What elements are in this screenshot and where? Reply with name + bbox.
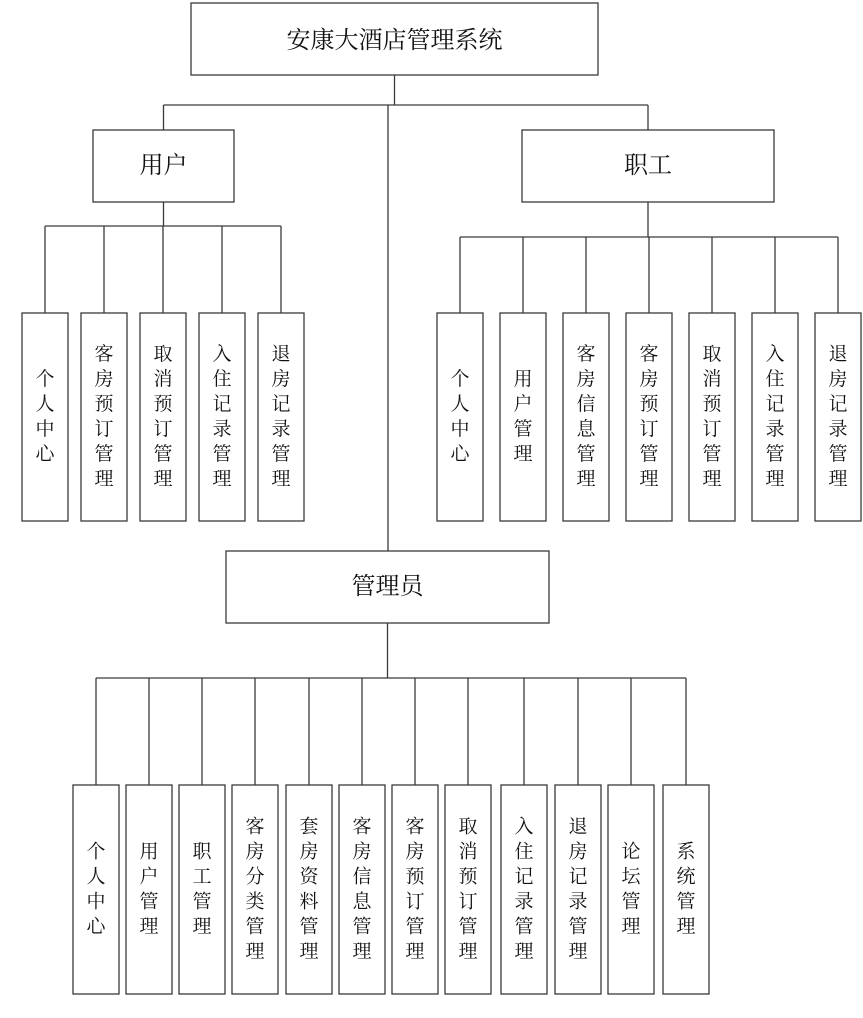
user-node bbox=[93, 130, 234, 202]
admin-leaf-label: 系统管理 bbox=[676, 840, 696, 938]
user-leaf-node bbox=[258, 313, 304, 521]
admin-leaf-label: 客房预订管理 bbox=[405, 815, 425, 963]
user-leaf-node bbox=[140, 313, 186, 521]
admin-leaf-node bbox=[232, 785, 278, 994]
admin-leaf-label: 取消预订管理 bbox=[458, 815, 478, 963]
admin-leaf-label: 论坛管理 bbox=[621, 840, 641, 938]
staff-leaf-label: 用户管理 bbox=[513, 368, 533, 465]
admin-leaf-node bbox=[286, 785, 332, 994]
admin-leaf-label: 套房资料管理 bbox=[299, 815, 319, 963]
staff-leaf-label: 入住记录管理 bbox=[765, 343, 785, 490]
staff-leaf-label: 个人中心 bbox=[450, 368, 470, 465]
admin-leaf-node bbox=[445, 785, 491, 994]
staff-leaf-node bbox=[815, 313, 861, 521]
admin-leaf-label: 职工管理 bbox=[192, 840, 212, 938]
admin-leaf-label: 入住记录管理 bbox=[514, 815, 534, 963]
admin-node bbox=[226, 551, 549, 623]
staff-leaf-node bbox=[752, 313, 798, 521]
leaf-nodes bbox=[22, 313, 861, 994]
root-node bbox=[191, 3, 598, 75]
staff-leaf-label: 客房信息管理 bbox=[576, 343, 596, 490]
staff-leaf-label: 客房预订管理 bbox=[639, 343, 659, 490]
admin-leaf-node bbox=[501, 785, 547, 994]
admin-leaf-node bbox=[608, 785, 654, 994]
staff-leaf-label: 取消预订管理 bbox=[702, 343, 722, 490]
admin-leaf-node bbox=[392, 785, 438, 994]
admin-leaf-node bbox=[179, 785, 225, 994]
admin-leaf-label: 用户管理 bbox=[139, 840, 159, 938]
user-leaf-label: 客房预订管理 bbox=[94, 343, 114, 490]
admin-leaf-node bbox=[339, 785, 385, 994]
admin-leaf-label: 个人中心 bbox=[86, 840, 106, 938]
user-leaf-node bbox=[199, 313, 245, 521]
staff-node-label: 职工 bbox=[624, 151, 672, 179]
staff-leaf-node bbox=[689, 313, 735, 521]
admin-leaf-label: 客房信息管理 bbox=[352, 815, 372, 963]
admin-leaf-node bbox=[663, 785, 709, 994]
user-leaf-node bbox=[22, 313, 68, 521]
admin-node-label: 管理员 bbox=[351, 572, 424, 600]
root-title: 安康大酒店管理系统 bbox=[286, 26, 503, 54]
staff-leaf-node bbox=[437, 313, 483, 521]
admin-leaf-node bbox=[555, 785, 601, 994]
staff-leaf-node bbox=[626, 313, 672, 521]
admin-leaf-node bbox=[126, 785, 172, 994]
user-leaf-label: 入住记录管理 bbox=[212, 343, 232, 490]
admin-leaf-label: 退房记录管理 bbox=[568, 815, 588, 963]
user-leaf-node bbox=[81, 313, 127, 521]
staff-leaf-label: 退房记录管理 bbox=[828, 343, 848, 490]
user-node-label: 用户 bbox=[139, 151, 188, 179]
user-leaf-label: 退房记录管理 bbox=[271, 343, 291, 490]
staff-leaf-node bbox=[563, 313, 609, 521]
admin-leaf-node bbox=[73, 785, 119, 994]
staff-node bbox=[522, 130, 774, 202]
user-leaf-label: 个人中心 bbox=[35, 368, 55, 465]
staff-leaf-node bbox=[500, 313, 546, 521]
user-leaf-label: 取消预订管理 bbox=[153, 343, 173, 490]
admin-leaf-label: 客房分类管理 bbox=[245, 815, 265, 963]
